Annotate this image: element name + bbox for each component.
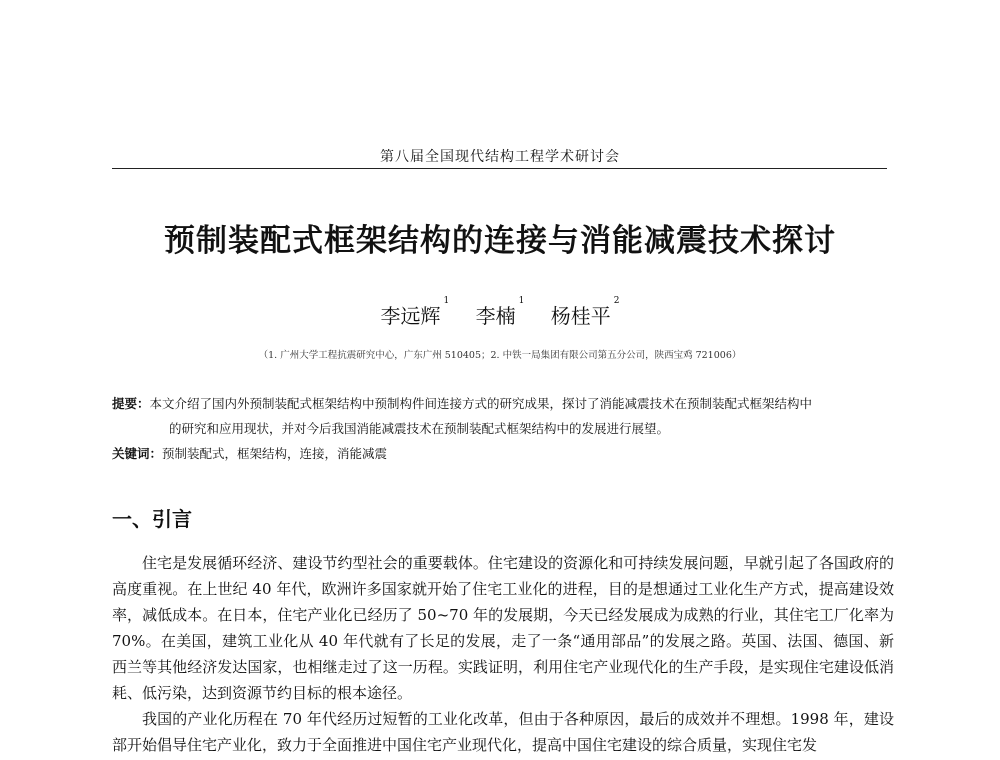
header-rule (112, 168, 887, 169)
abstract-line (112, 391, 902, 416)
running-header: 第八届全国现代结构工程学术研讨会 (380, 149, 620, 165)
abstract (112, 391, 902, 441)
affiliations: （1. 广州大学工程抗震研究中心，广东广州 510405；2. 中铁一局集团有限公司第五分公司，陕西宝鸡 721006） (258, 350, 742, 361)
author-name: 李远辉 (380, 304, 441, 328)
body-paragraph: 住宅是发展循环经济、建设节约型社会的重要载体。住宅建设的资源化和可持续发展问题，早就引起了各国政府的高度重视。在上世纪 40 年代，欧洲许多国家就开始了住宅工业化的进程，目的是想通过工业化生产方式，提高建设效率，减低成本。在日本，住宅产业化已经历了 50~70 年的发展期，今天已经发展成为成熟的行业，其住宅工厂化率为 70%。在美国，建筑工业化从 40 年代就有了长足的发展，走了一条“通用部品”的发展之路。英国、法国、德国、新西兰等其他经济发达国家，也相继走过了这一历程。实践证明，利用住宅产业现代化的生产手段，是实现住宅建设低消耗、低污染，达到资源节约目标的根本途径。 (112, 554, 894, 702)
author (380, 296, 450, 328)
author-affiliation-mark: 1 (443, 296, 450, 306)
author (550, 296, 620, 328)
paper-title: 预制装配式框架结构的连接与消能减震技术探讨 (164, 223, 836, 259)
section-heading: 一、引言 (112, 507, 192, 531)
abstract-line: 的研究和应用现状，并对今后我国消能减震技术在预制装配式框架结构中的发展进行展望。 (169, 421, 670, 436)
author-name: 杨桂平 (550, 304, 611, 328)
keywords (112, 441, 902, 466)
abstract-label: 提要： (112, 396, 150, 411)
author-affiliation-mark: 2 (613, 296, 620, 306)
body-paragraph: 我国的产业化历程在 70 年代经历过短暂的工业化改革，但由于各种原因，最后的成效并不理想。1998 年，建设部开始倡导住宅产业化，致力于全面推进中国住宅产业现代化，提高中国住宅建设的综合质量，实现住宅发 (112, 710, 894, 754)
author-affiliation-mark: 1 (518, 296, 525, 306)
author-name: 李楠 (475, 304, 516, 328)
keywords-text: 预制装配式，框架结构，连接，消能减震 (162, 446, 388, 461)
keywords-label: 关键词： (112, 446, 163, 461)
author (475, 296, 525, 328)
author-list (0, 296, 1000, 329)
abstract-text: 本文介绍了国内外预制装配式框架结构中预制构件间连接方式的研究成果，探讨了消能减震技术在预制装配式框架结构中 (149, 396, 813, 411)
section-body (112, 550, 894, 758)
